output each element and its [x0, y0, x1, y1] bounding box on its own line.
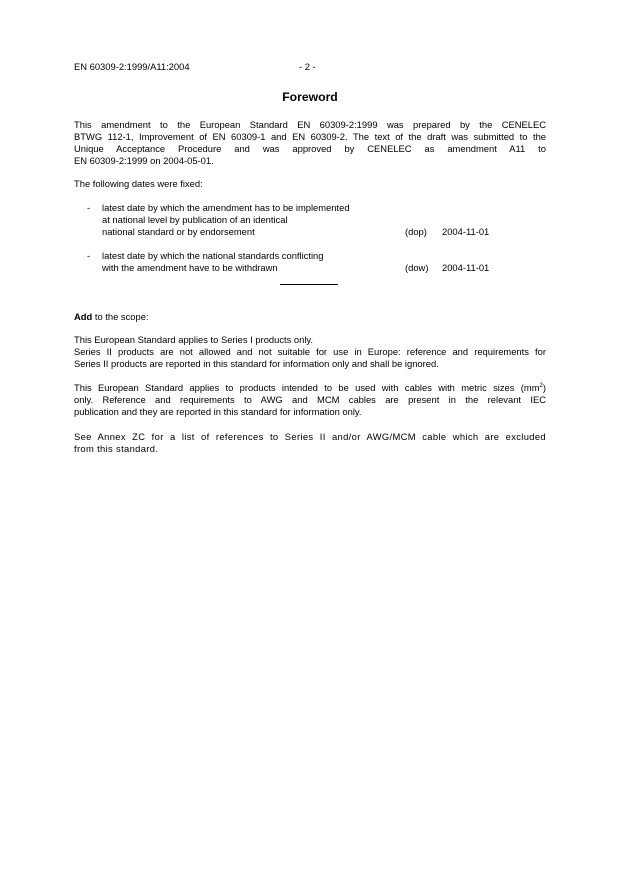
scope-line: only. Reference and requirements to AWG and MCM cables are present in the relevant IEC	[74, 394, 546, 405]
add-label: Add	[74, 311, 93, 322]
date-item-dow	[74, 250, 546, 274]
date-value: 2004-11-01	[442, 226, 490, 237]
annex-note	[74, 431, 546, 455]
bullet-dash: -	[87, 202, 91, 213]
scope-line: publication and they are reported in this standard for information only.	[74, 406, 362, 417]
separator-line	[280, 284, 338, 285]
add-scope-text: to the scope:	[92, 311, 149, 322]
intro-line-2: BTWG 112-1, Improvement of EN 60309-1 and EN 60309-2. The text of the draft was submitted to the	[74, 131, 546, 142]
dates-intro: The following dates were fixed:	[74, 178, 203, 189]
annex-line: See Annex ZC for a list of references to Series II and/or AWG/MCM cable which are excluded	[74, 431, 546, 442]
date-item-line: latest date by which the national standards conflicting	[102, 250, 324, 261]
date-item-dop	[74, 202, 546, 238]
date-code: (dop)	[405, 226, 427, 237]
document-id: EN 60309-2:1999/A11:2004	[74, 61, 190, 72]
scope-text: )	[542, 382, 546, 393]
date-item-line: at national level by publication of an identical	[102, 214, 288, 225]
date-item-description	[102, 250, 402, 274]
intro-line-3: Unique Acceptance Procedure and was approved by CENELEC as amendment A11 to	[74, 143, 546, 154]
date-item-description	[102, 202, 402, 238]
intro-paragraph	[74, 119, 546, 167]
scope-line: This European Standard applies to Series I products only.	[74, 334, 314, 345]
date-item-line: national standard or by endorsement	[102, 226, 255, 237]
page-header	[74, 61, 554, 73]
superscript: 2	[539, 382, 543, 389]
scope-line: Series II products are not allowed and not suitable for use in Europe: reference and requirements for	[74, 346, 546, 357]
scope-line	[74, 382, 546, 394]
date-item-line: with the amendment have to be withdrawn	[102, 262, 278, 273]
add-scope-heading	[74, 311, 546, 323]
intro-line-1: This amendment to the European Standard EN 60309-2:1999 was prepared by the CENELEC	[74, 119, 546, 130]
date-item-line: latest date by which the amendment has to be implemented	[102, 202, 350, 213]
intro-line-4: EN 60309-2:1999 on 2004-05-01.	[74, 155, 214, 166]
scope-text: This European Standard applies to products intended to be used with cables with metric sizes (mm	[74, 382, 540, 393]
scope-paragraph-2	[74, 382, 546, 418]
page-number: - 2 -	[299, 61, 316, 72]
scope-paragraph-1	[74, 334, 546, 370]
annex-line: from this standard.	[74, 443, 159, 454]
date-value: 2004-11-01	[442, 262, 490, 273]
date-code: (dow)	[405, 262, 429, 273]
bullet-dash: -	[87, 250, 91, 261]
section-title: Foreword	[282, 90, 338, 104]
scope-line: Series II products are reported in this standard for information only and shall be ignored.	[74, 358, 439, 369]
